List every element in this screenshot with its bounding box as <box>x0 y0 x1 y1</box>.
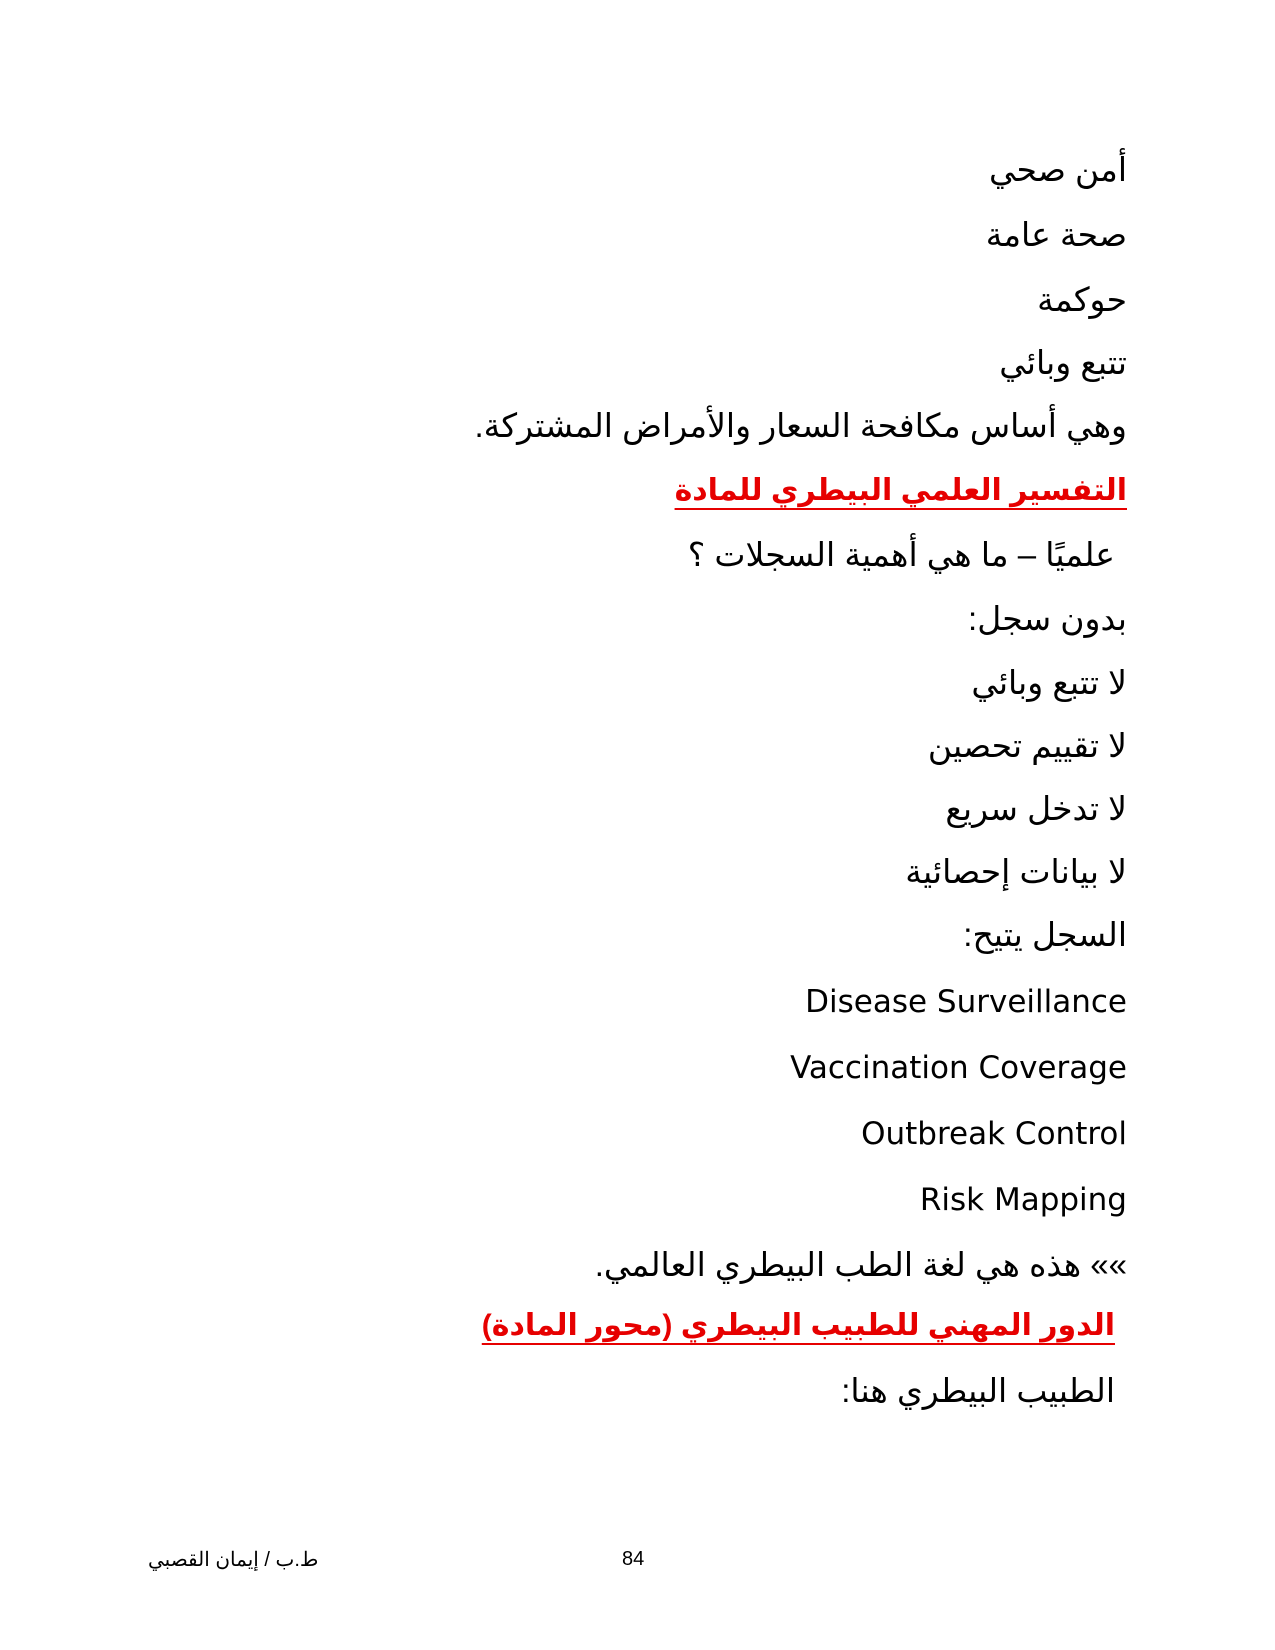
global-language-line: »» هذه هي لغة الطب البيطري العالمي. <box>594 1246 1127 1283</box>
footer-author: ط.ب / إيمان القصبي <box>148 1549 319 1571</box>
text-line-governance: حوكمة <box>1037 281 1127 318</box>
without-record-label: بدون سجل: <box>968 600 1127 637</box>
text-line-epidemiological-tracking: تتبع وبائي <box>999 344 1127 381</box>
without-item: لا تقييم تحصين <box>927 727 1127 764</box>
record-enables-label: السجل يتيح: <box>963 916 1127 953</box>
text-line-public-health: صحة عامة <box>985 216 1127 253</box>
record-enables-item: Outbreak Control <box>861 1116 1127 1152</box>
record-enables-item: Disease Surveillance <box>805 984 1127 1020</box>
text-line-public-health-security: أمن صحي <box>989 151 1127 188</box>
without-item: لا تتبع وبائي <box>971 664 1127 701</box>
vet-here-line: الطبيب البيطري هنا: <box>841 1372 1115 1409</box>
record-enables-item: Risk Mapping <box>919 1182 1127 1218</box>
page-number: 84 <box>622 1548 645 1570</box>
record-enables-item: Vaccination Coverage <box>790 1050 1127 1086</box>
section-heading-scientific-interpretation: التفسير العلمي البيطري للمادة <box>674 474 1127 507</box>
text-line-rabies-basis: وهي أساس مكافحة السعار والأمراض المشتركة. <box>474 407 1127 444</box>
question-line: علميًا – ما هي أهمية السجلات ؟ <box>687 536 1115 573</box>
without-item: لا بيانات إحصائية <box>905 853 1127 890</box>
without-item: لا تدخل سريع <box>945 790 1127 827</box>
section-heading-professional-role: الدور المهني للطبيب البيطري (محور المادة) <box>481 1309 1115 1342</box>
